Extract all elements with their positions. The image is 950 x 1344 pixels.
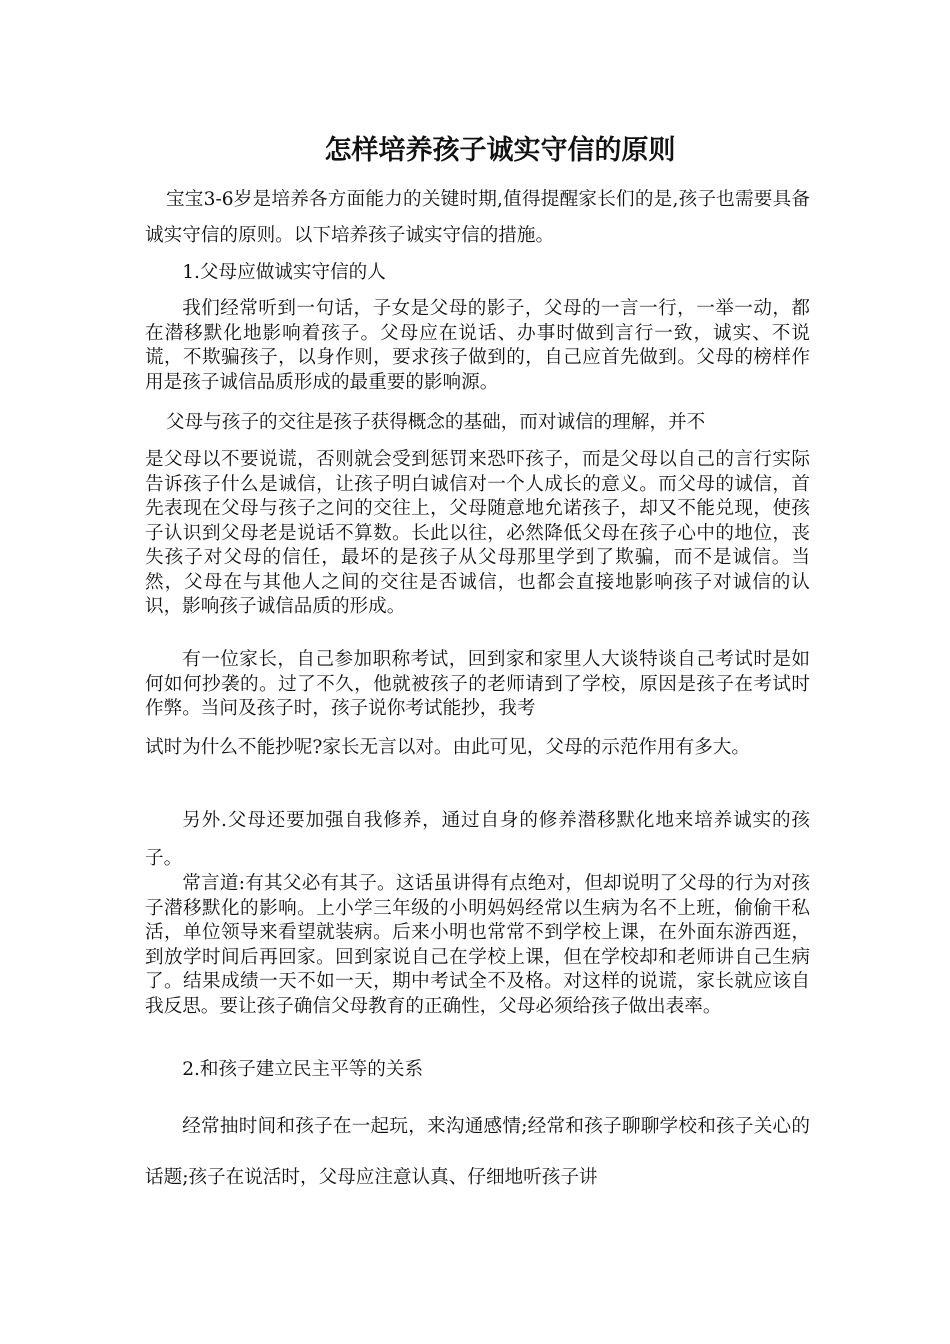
document-title: 怎样培养孩子诚实守信的原则	[324, 135, 676, 166]
section-heading-2: 2.和孩子建立民主平等的关系	[182, 1059, 424, 1080]
paragraph-role-model: 我们经常听到一句话，子女是父母的影子，父母的一言一行，一举一动，都在潜移默化地影响着孩子。父母应在说话、办事时做到言行一致，诚实、不说谎，不欺骗孩子，以身作则，要求孩子做到的，自己应首先做到。父母的榜样作用是孩子诚信品质形成的最重要的影响源。	[145, 298, 810, 393]
intro-paragraph: 宝宝3-6岁是培养各方面能力的关键时期,值得提醒家长们的是,孩子也需要具备诚实守信的原则。以下培养孩子诚实守信的措施。	[145, 189, 810, 246]
paragraph-exam-story-end: 试时为什么不能抄呢?家长无言以对。由此可见，父母的示范作用有多大。	[145, 737, 750, 758]
paragraph-like-father: 常言道:有其父必有其子。这话虽讲得有点绝对，但却说明了父母的行为对孩子潜移默化的影响。上小学三年级的小明妈妈经常以生病为名不上班，偷偷干私活，单位领导来看望就装病。后来小明也常常不到学校上课，在外面东游西逛，到放学时间后再回家。回到家说自己在学校上课，但在学校却和老师讲自己生病了。结果成绩一天不如一天，期中考试全不及格。对这样的说谎，家长就应该自我反思。要让孩子确信父母教育的正确性，父母必须给孩子做出表率。	[145, 873, 810, 1017]
paragraph-interaction-first-line: 父母与孩子的交往是孩子获得概念的基础，而对诚信的理解，并不	[166, 412, 706, 433]
paragraph-self-cultivation: 另外.父母还要加强自我修养，通过自身的修养潜移默化地来培养诚实的孩子。	[145, 810, 810, 869]
paragraph-interaction: 是父母以不要说谎，否则就会受到惩罚来恐吓孩子，而是父母以自己的言行实际告诉孩子什么是诚信，让孩子明白诚信对一个人成长的意义。而父母的诚信，首先表现在父母与孩子之问的交往上，父母随意地允诺孩子，却又不能兑现，使孩子认识到父母老是说话不算数。长此以往，必然降低父母在孩子心中的地位，丧失孩子对父母的信任，最坏的是孩子从父母那里学到了欺骗，而不是诚信。当然，父母在与其他人之间的交往是否诚信，也都会直接地影响孩子对诚信的认识，影响孩子诚信品质的形成。	[145, 449, 810, 617]
paragraph-democratic-relation: 经常抽时间和孩子在一起玩，来沟通感情;经常和孩子聊聊学校和孩子关心的话题;孩子在说活时，父母应注意认真、仔细地听孩子讲	[145, 1116, 810, 1188]
section-heading-1: 1.父母应做诚实守信的人	[182, 262, 386, 283]
paragraph-exam-story: 有一位家长，自己参加职称考试，回到家和家里人大谈特谈自己考试时是如何如何抄袭的。过了不久，他就被孩子的老师请到了学校，原因是孩子在考试时作弊。当问及孩子时，孩子说你考试能抄，我考	[145, 649, 810, 719]
